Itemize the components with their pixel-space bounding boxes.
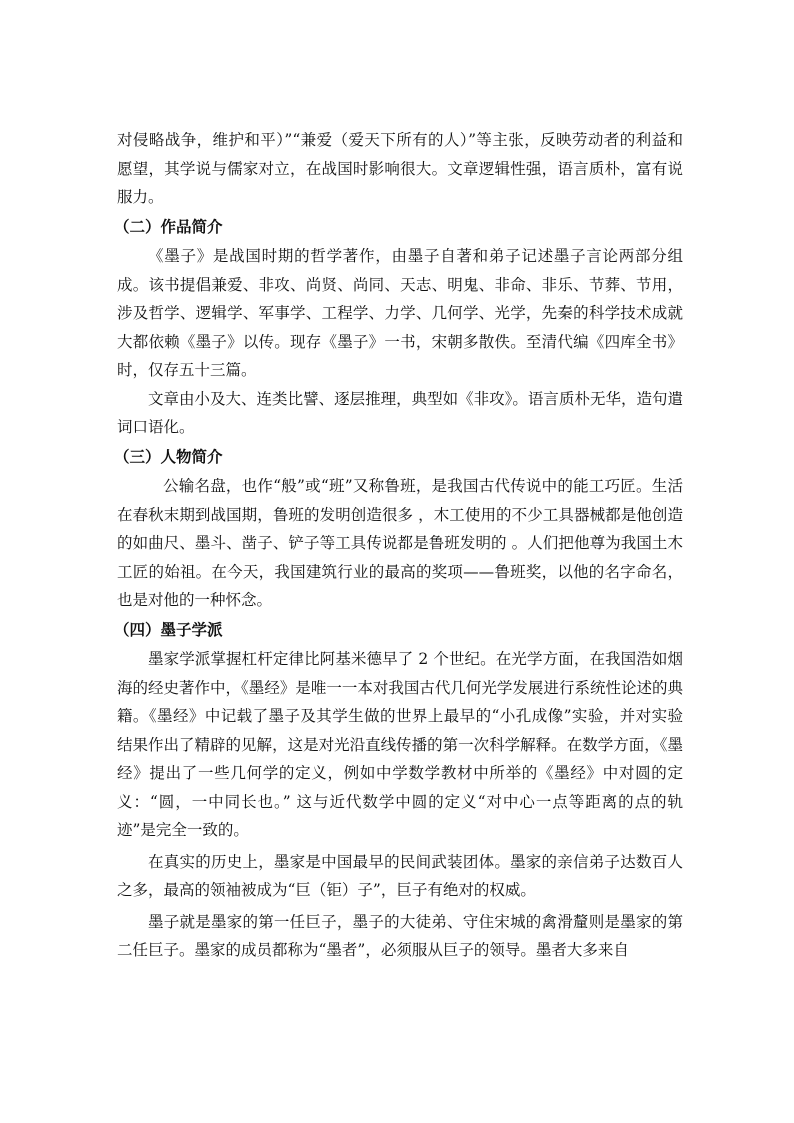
- document-page: [114, 126, 683, 965]
- intro-paragraph: 对侵略战争，维护和平）”“兼爱（爱天下所有的人）”等主张，反映劳动者的利益和愿望，其学说与儒家对立，在战国时影响很大。文章逻辑性强，语言质朴，富有说服力。: [117, 131, 683, 206]
- school-paragraph-1: 墨家学派掌握杠杆定律比阿基米德早了 2 个世纪。在光学方面，在我国浩如烟海的经史著作中，《墨经》是唯一一本对我国古代几何光学发展进行系统性论述的典籍。《墨经》中记载了墨子及其学生做的世界上最早的“小孔成像”实验，并对实验结果作出了精辟的见解，这是对光沿直线传播的第一次科学解释。在数学方面，《墨经》提出了一些几何学的定义，例如中学数学教材中所举的《墨经》中对圆的定义：“圆，一中同长也。” 这与近代数学中圆的定义“对中心一点等距离的点的轨迹”是完全一致的。: [117, 650, 683, 839]
- person-paragraph-1: 公输名盘，也作“般”或“班”又称鲁班，是我国古代传说中的能工巧匠。生活在春秋末期到战国期，鲁班的发明创造很多 ，木工使用的不少工具器械都是他创造的如曲尺、墨斗、凿子、铲子等工具传说都是鲁班发明的 。人们把他尊为我国土木工匠的始祖。在今天，我国建筑行业的最高的奖项——鲁班奖，以他的名字命名，也是对他的一种怀念。: [117, 477, 683, 609]
- section-heading-works: （二）作品简介: [114, 217, 223, 236]
- works-paragraph-2: 文章由小及大、连类比譬、逐层推理，典型如《非攻》。语言质朴无华，造句遣词口语化。: [117, 389, 683, 436]
- school-paragraph-2: 在真实的历史上，墨家是中国最早的民间武装团体。墨家的亲信弟子达数百人之多，最高的领袖被成为“巨（钜）子”，巨子有绝对的权威。: [117, 852, 683, 899]
- works-paragraph-1: 《墨子》是战国时期的哲学著作，由墨子自著和弟子记述墨子言论两部分组成。该书提倡兼爱、非攻、尚贤、尚同、天志、明鬼、非命、非乐、节葬、节用，涉及哲学、逻辑学、军事学、工程学、力学、几何学、光学，先秦的科学技术成就大都依赖《墨子》以传。现存《墨子》一书，宋朝多散佚。至清代编《四库全书》时，仅存五十三篇。: [117, 247, 683, 379]
- school-paragraph-3: 墨子就是墨家的第一任巨子，墨子的大徒弟、守住宋城的禽滑釐则是墨家的第二任巨子。墨家的成员都称为“墨者”，必须服从巨子的领导。墨者大多来自: [117, 912, 683, 959]
- section-heading-school: （四）墨子学派: [114, 620, 223, 639]
- section-heading-person: （三）人物简介: [114, 447, 223, 466]
